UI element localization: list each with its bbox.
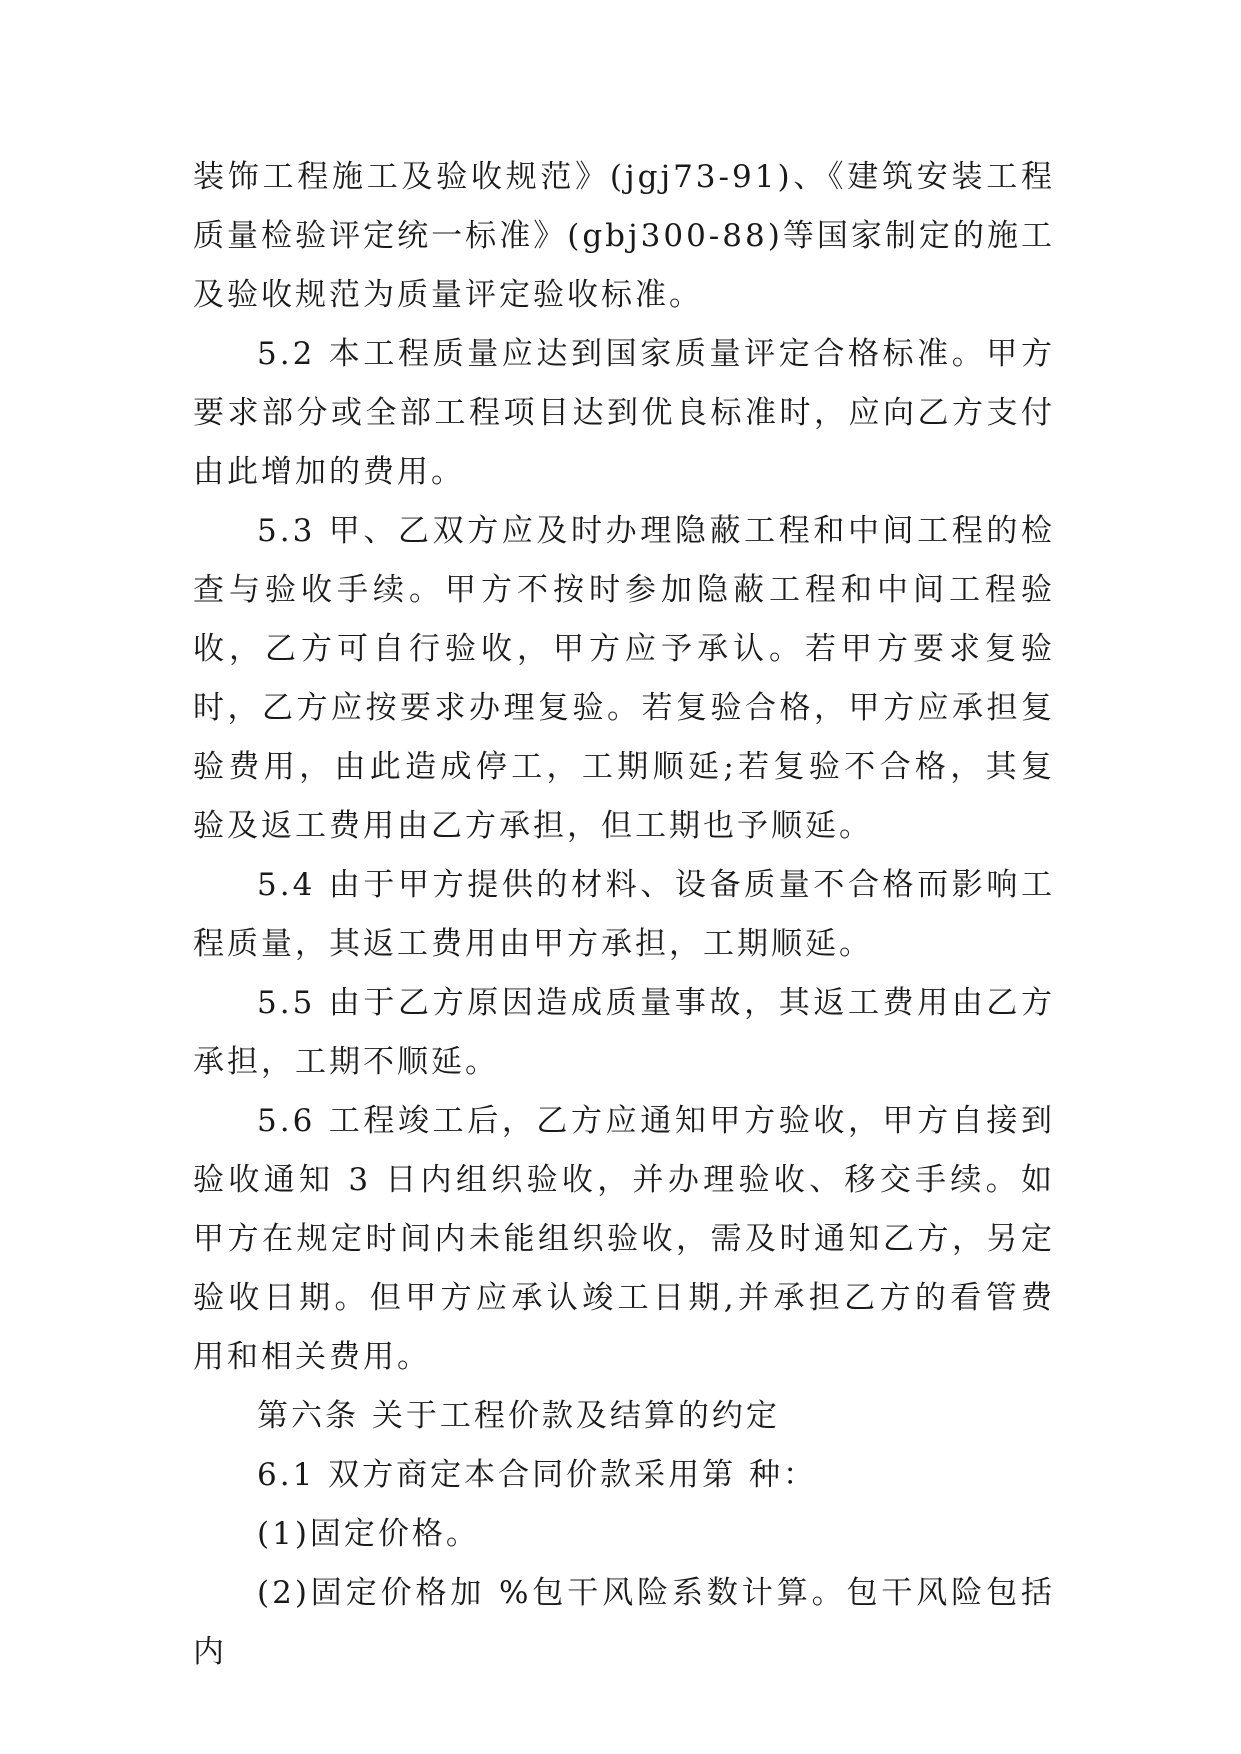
list-item-fixed-price-risk: (2)固定价格加 %包干风险系数计算。包干风险包括 内 [193, 1575, 1055, 1670]
document-body [193, 148, 1055, 1682]
paragraph-5-5: 5.5 由于乙方原因造成质量事故，其返工费用由乙方承担，工期不顺延。 [193, 985, 1055, 1080]
section-heading-article-6: 第六条 关于工程价款及结算的约定 [257, 1398, 780, 1434]
paragraph-5-2: 5.2 本工程质量应达到国家质量评定合格标准。甲方要求部分或全部工程项目达到优良标准时，应向乙方支付由此增加的费用。 [193, 336, 1055, 490]
list-item-fixed-price: (1)固定价格。 [257, 1516, 480, 1552]
paragraph-standards: 装饰工程施工及验收规范》(jgj73-91)、《建筑安装工程质量检验评定统一标准》(gbj300-88)等国家制定的施工及验收规范为质量评定验收标准。 [193, 159, 1055, 313]
paragraph-6-1: 6.1 双方商定本合同价款采用第 种： [257, 1457, 818, 1493]
paragraph-5-6: 5.6 工程竣工后，乙方应通知甲方验收，甲方自接到验收通知 3 日内组织验收，并办理验收、移交手续。如甲方在规定时间内未能组织验收，需及时通知乙方，另定验收日期。但甲方应承认竣工日期,并承担乙方的看管费用和相关费用。 [193, 1103, 1055, 1375]
paragraph-5-3: 5.3 甲、乙双方应及时办理隐蔽工程和中间工程的检查与验收手续。甲方不按时参加隐蔽工程和中间工程验收，乙方可自行验收，甲方应予承认。若甲方要求复验时，乙方应按要求办理复验。若复验合格，甲方应承担复验费用，由此造成停工，工期顺延;若复验不合格，其复验及返工费用由乙方承担，但工期也予顺延。 [193, 513, 1055, 844]
paragraph-5-4: 5.4 由于甲方提供的材料、设备质量不合格而影响工程质量，其返工费用由甲方承担，工期顺延。 [193, 867, 1055, 962]
